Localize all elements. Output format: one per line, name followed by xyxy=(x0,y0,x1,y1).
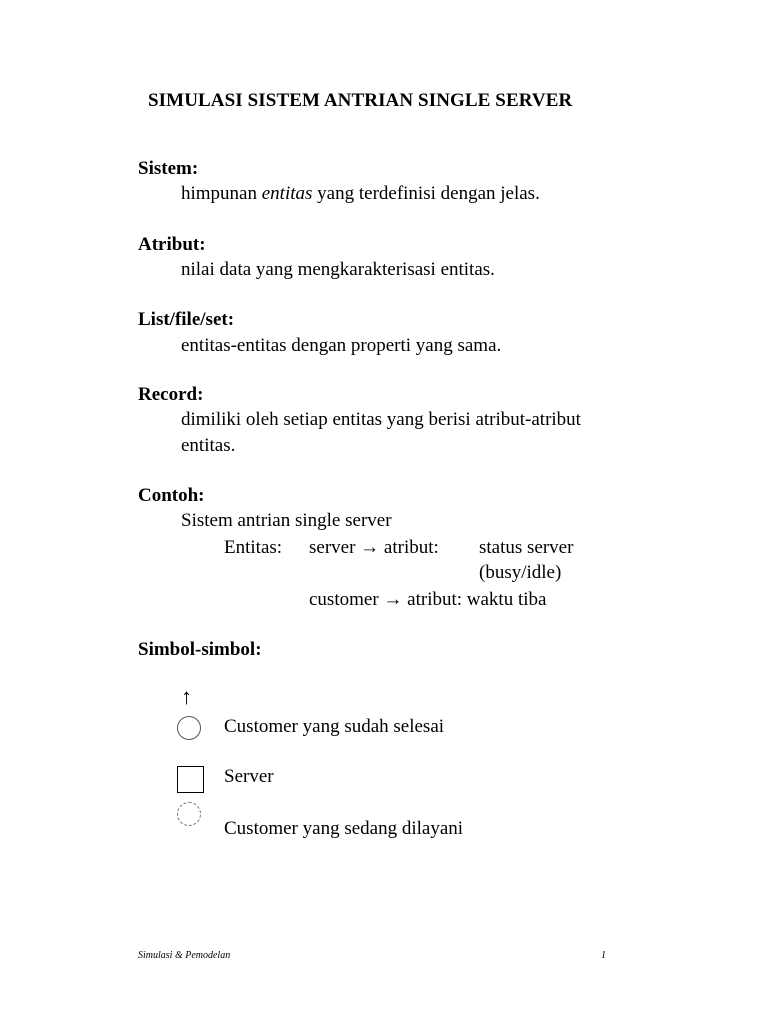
symbol-label-server: Server xyxy=(224,766,274,787)
term-list: List/file/set: xyxy=(138,309,235,330)
definition-record-line2: entitas. xyxy=(181,435,236,456)
contoh-server-atribut: atribut: xyxy=(383,537,439,558)
contoh-entitas-label: Entitas: xyxy=(224,537,283,558)
term-atribut: Atribut: xyxy=(138,234,206,255)
contoh-customer-atribut: atribut: waktu tiba xyxy=(407,589,547,610)
contoh-status-line2: (busy/idle) xyxy=(479,562,562,583)
contoh-line1: Sistem antrian single server xyxy=(181,510,392,531)
contoh-server xyxy=(309,537,439,559)
term-simbol: Simbol-simbol: xyxy=(138,639,262,660)
term-contoh: Contoh: xyxy=(138,485,205,506)
definition-sistem-pre: himpunan xyxy=(181,183,262,204)
definition-atribut: nilai data yang mengkarakterisasi entitas. xyxy=(181,259,495,280)
contoh-customer xyxy=(309,589,546,611)
square-server-icon xyxy=(177,766,204,793)
symbol-label-done: Customer yang sudah selesai xyxy=(224,716,445,737)
footer-title: Simulasi & Pemodelan xyxy=(138,950,231,961)
page-title: SIMULASI SISTEM ANTRIAN SINGLE SERVER xyxy=(148,90,573,111)
term-record: Record: xyxy=(138,384,204,405)
arrow-right-icon: → xyxy=(383,589,403,610)
definition-sistem xyxy=(181,183,540,205)
definition-list: entitas-entitas dengan properti yang sama. xyxy=(181,335,502,356)
up-arrow-icon: ↑ xyxy=(181,684,192,709)
contoh-server-text: server xyxy=(309,537,356,558)
contoh-customer-text: customer xyxy=(309,589,379,610)
arrow-right-icon: → xyxy=(360,537,380,558)
circle-customer-serving-icon xyxy=(177,802,201,826)
definition-sistem-post: yang terdefinisi dengan jelas. xyxy=(312,183,540,204)
definition-sistem-emphasis: entitas xyxy=(261,183,313,204)
contoh-status-line1: status server xyxy=(479,537,574,558)
definition-record-line1: dimiliki oleh setiap entitas yang berisi atribut-atribut xyxy=(181,409,581,430)
circle-customer-done-icon xyxy=(177,716,201,740)
term-sistem: Sistem: xyxy=(138,158,199,179)
page-number: 1 xyxy=(601,950,606,961)
symbol-label-serving: Customer yang sedang dilayani xyxy=(224,818,464,839)
